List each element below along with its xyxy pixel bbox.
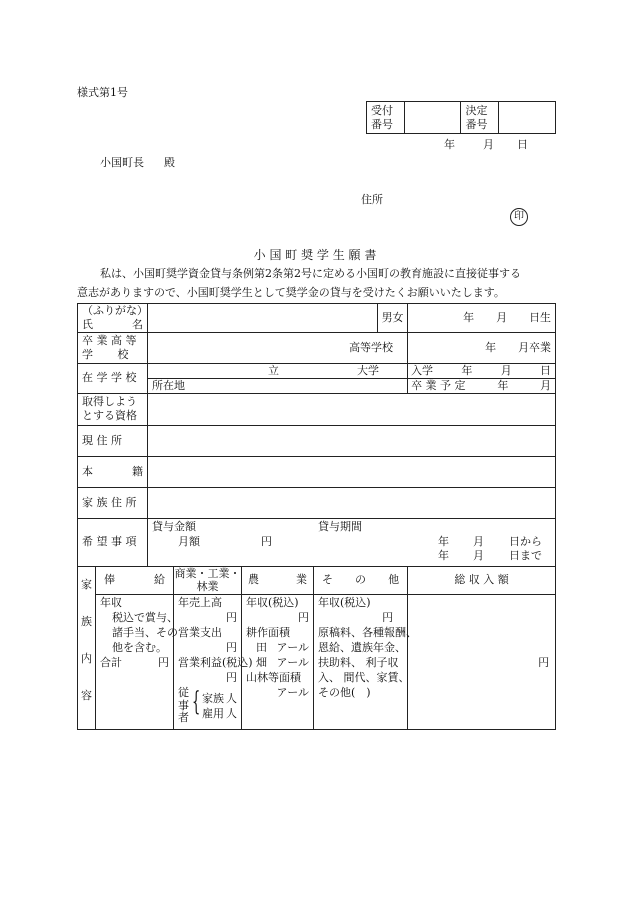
salary-header xyxy=(96,566,174,595)
family-body-row xyxy=(78,595,556,730)
other-items-2: 恩給、遺族年金、 xyxy=(318,641,406,654)
daigaku-label: 大学 xyxy=(357,363,379,377)
qualification-label-cell xyxy=(78,393,148,425)
business-header: 商業・工業・林業 xyxy=(174,566,241,594)
salary-note-1: 税込で賞与、 xyxy=(112,611,178,624)
uketsuke-field[interactable] xyxy=(405,102,461,134)
workers-label: 従 事 者 xyxy=(178,686,189,725)
current-school-name-field[interactable] xyxy=(148,363,408,378)
total-cell[interactable] xyxy=(408,595,556,730)
form-number: 様式第1号 xyxy=(77,86,128,99)
family-address-label: 家 族 住 所 xyxy=(78,487,148,518)
from-day: 日から xyxy=(509,534,542,548)
other-items-4: 入、 間代、家賃、 xyxy=(318,671,410,684)
until-month: 月 xyxy=(473,548,484,562)
farming-field-unit: アール xyxy=(276,641,309,654)
farming-forest: 山林等面積 xyxy=(246,671,301,684)
domicile-row xyxy=(78,456,556,487)
domicile-field[interactable] xyxy=(148,456,556,487)
salary-header-2: 給 xyxy=(154,573,165,587)
monthly-yen: 円 xyxy=(261,534,272,548)
high-school-row xyxy=(78,332,556,363)
high-school-label-2: 学 校 xyxy=(82,347,129,361)
kettei-label: 決定 番号 xyxy=(461,102,499,134)
desired-terms-row xyxy=(78,518,556,566)
workers-family: 家族 xyxy=(202,692,224,705)
business-profit-yen: 円 xyxy=(226,671,237,684)
reception-box xyxy=(366,101,556,134)
other-yen: 円 xyxy=(382,611,394,624)
high-school-graduation-field[interactable] xyxy=(408,332,556,363)
until-year: 年 xyxy=(438,548,449,562)
farming-header xyxy=(242,566,314,595)
shi-label: 氏 xyxy=(82,317,93,331)
uketsuke-label: 受付 番号 xyxy=(367,102,405,134)
current-school-label: 在 学 学 校 xyxy=(78,363,148,393)
total-header: 総 収 入 額 xyxy=(408,566,556,595)
farming-upland: 畑 xyxy=(256,656,267,669)
business-sales-yen: 円 xyxy=(226,611,237,624)
farming-header-1: 農 xyxy=(248,573,259,587)
salary-yen: 円 xyxy=(158,656,169,669)
sotsugyo-label: 卒 業 予 定 xyxy=(411,378,466,392)
loan-period-label: 貸与期間 xyxy=(318,519,362,533)
seal-mark-icon: 印 xyxy=(510,208,528,226)
desired-terms-field[interactable] xyxy=(148,518,556,566)
family-header-row xyxy=(78,566,556,595)
salary-header-1: 俸 xyxy=(104,573,115,587)
salary-note-2: 諸手当、その xyxy=(112,626,178,639)
location-label: 所在地 xyxy=(152,378,185,392)
business-sales: 年売上高 xyxy=(178,596,222,609)
salary-total: 合計 xyxy=(100,656,122,669)
date-month: 月 xyxy=(483,138,494,151)
current-school-row-1 xyxy=(78,363,556,378)
family-side-2: 族 xyxy=(81,615,92,629)
family-side-1: 家 xyxy=(81,578,92,592)
farming-field: 田 xyxy=(256,641,267,654)
gender-field[interactable]: 男女 xyxy=(378,304,408,333)
other-items-3: 扶助料、 利子収 xyxy=(318,656,399,669)
name-label-cell xyxy=(78,304,148,333)
ritsu-label: 立 xyxy=(268,363,279,377)
brace-icon: { xyxy=(192,687,201,717)
nyugaku-month: 月 xyxy=(500,363,512,377)
nyugaku-day: 日 xyxy=(540,363,552,377)
domicile-label-2: 籍 xyxy=(132,464,143,478)
intro-line-1: 私は、小国町奨学資金貸与条例第2条第2号に定める小国町の教育施設に直接従事する xyxy=(100,267,521,280)
domicile-label-1: 本 xyxy=(82,464,93,478)
other-header-2: の xyxy=(355,573,367,587)
until-day: 日まで xyxy=(509,548,542,562)
farming-income: 年収(税込) xyxy=(246,596,299,609)
other-header-3: 他 xyxy=(388,573,400,587)
business-expenses-yen: 円 xyxy=(226,641,237,654)
intro-line-2: 意志がありますので、小国町奨学生として奨学金の貸与を受けたくお願いいたします。 xyxy=(77,286,505,299)
qualification-label-2: とする資格 xyxy=(82,409,137,422)
application-table xyxy=(77,303,556,730)
address-label: 住所 xyxy=(361,193,383,206)
qualification-row xyxy=(78,393,556,425)
workers-employed: 雇用 xyxy=(202,707,224,720)
addressee-title: 小国町長 xyxy=(100,156,144,169)
current-address-field[interactable] xyxy=(148,425,556,456)
birth-year: 年 xyxy=(463,310,475,324)
farming-upland-unit: アール xyxy=(276,656,309,669)
birth-day: 日生 xyxy=(529,310,552,324)
other-header-1: そ xyxy=(322,573,333,587)
high-school-field[interactable] xyxy=(148,332,408,363)
workers-employed-unit: 人 xyxy=(226,707,237,720)
family-side-3: 内 xyxy=(81,652,92,666)
date-day: 日 xyxy=(517,138,528,151)
other-items-1: 原稿料、各種報酬、 xyxy=(318,626,417,639)
expected-graduation-field[interactable] xyxy=(408,378,556,393)
document-title: 小 国 町 奨 学 生 願 書 xyxy=(253,248,377,262)
other-header xyxy=(314,566,408,595)
total-yen: 円 xyxy=(538,656,550,669)
farming-cell[interactable] xyxy=(242,595,314,730)
grad-year: 年 xyxy=(485,340,497,354)
name-field[interactable] xyxy=(148,304,378,333)
sotsugyo-month: 月 xyxy=(540,378,552,392)
kettei-field[interactable] xyxy=(499,102,556,134)
current-address-row xyxy=(78,425,556,456)
loan-amount-label: 貸与金額 xyxy=(152,519,196,533)
qualification-label-1: 取得しよう xyxy=(82,395,137,409)
birthdate-field[interactable] xyxy=(408,304,556,333)
other-items-5: その他( ) xyxy=(318,686,371,699)
nyugaku-year: 年 xyxy=(461,363,473,377)
from-month: 月 xyxy=(473,534,484,548)
family-address-row xyxy=(78,487,556,518)
school-location-field[interactable] xyxy=(148,378,408,393)
qualification-field[interactable] xyxy=(148,393,556,425)
desired-terms-label: 希 望 事 項 xyxy=(78,518,148,566)
business-expenses: 営業支出 xyxy=(178,626,222,639)
family-side-4: 容 xyxy=(81,689,92,703)
high-school-label-cell xyxy=(78,332,148,363)
business-cell[interactable] xyxy=(174,595,253,730)
addressee-honorific: 殿 xyxy=(164,156,175,169)
farming-forest-unit: アール xyxy=(276,686,309,699)
farming-area: 耕作面積 xyxy=(246,626,290,639)
other-cell[interactable] xyxy=(314,595,417,730)
date-year: 年 xyxy=(444,138,455,151)
family-address-field[interactable] xyxy=(148,487,556,518)
high-school-label-1: 卒 業 高 等 xyxy=(82,333,137,347)
salary-note-3: 他を含む。 xyxy=(112,641,167,654)
current-school-row-2 xyxy=(78,378,556,393)
other-income: 年収(税込) xyxy=(318,596,371,609)
sotsugyo-year: 年 xyxy=(497,378,509,392)
furigana-label: （ふりがな） xyxy=(82,304,148,317)
mei-label: 名 xyxy=(132,317,143,331)
domicile-label-cell xyxy=(78,456,148,487)
workers-family-unit: 人 xyxy=(226,692,237,705)
salary-cell[interactable] xyxy=(96,595,178,730)
high-school-suffix: 高等学校 xyxy=(349,340,394,354)
birth-month: 月 xyxy=(496,310,508,324)
salary-annual: 年収 xyxy=(100,596,122,609)
business-profit: 営業利益(税込) xyxy=(178,656,253,669)
farming-yen: 円 xyxy=(298,611,309,624)
grad-month: 月卒業 xyxy=(518,340,552,354)
name-row xyxy=(78,304,556,333)
farming-header-2: 業 xyxy=(296,573,307,587)
current-address-label: 現 住 所 xyxy=(78,425,148,456)
from-year: 年 xyxy=(438,534,449,548)
nyugaku-label: 入学 xyxy=(411,363,434,377)
monthly-label: 月額 xyxy=(178,534,200,548)
family-side-label xyxy=(78,566,96,730)
enrollment-date-field[interactable] xyxy=(408,363,556,378)
